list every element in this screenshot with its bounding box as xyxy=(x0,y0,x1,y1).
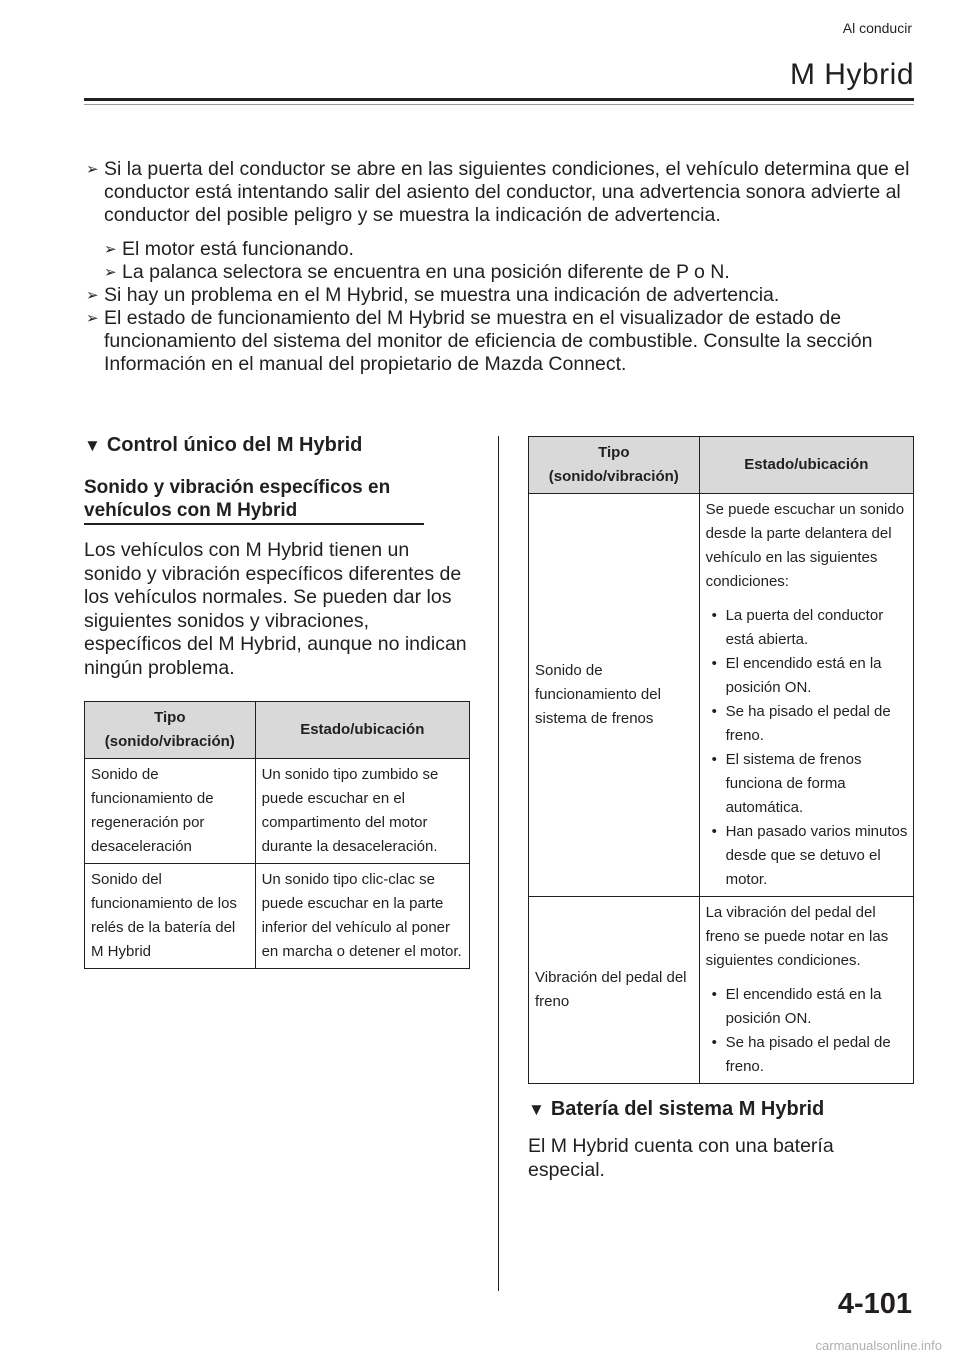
cell-type: Sonido de funcionamiento del sistema de frenos xyxy=(529,494,700,897)
page-number: 4-101 xyxy=(837,1288,912,1320)
header-rule-thin xyxy=(84,104,914,105)
arrow-bullet-icon: ➢ xyxy=(86,310,99,327)
battery-paragraph: El M Hybrid cuenta con una batería especial. xyxy=(528,1135,834,1181)
list-item: • Se ha pisado el pedal de freno. xyxy=(706,700,911,748)
arrow-bullet-icon: ➢ xyxy=(104,241,117,258)
subheading-sound-vibration: Sonido y vibración específicos en vehículos con M Hybrid xyxy=(84,476,424,525)
arrow-bullet-icon: ➢ xyxy=(86,161,99,178)
list-item: • Se ha pisado el pedal de freno. xyxy=(706,1031,911,1079)
condition-list xyxy=(706,604,911,892)
dot-bullet-icon: • xyxy=(711,986,717,1003)
sub-bullet-item: ➢ El motor está funcionando. xyxy=(104,238,354,260)
dot-bullet-icon: • xyxy=(711,1034,717,1051)
table-row xyxy=(85,758,470,863)
column-header-status: Estado/ubicación xyxy=(699,437,913,494)
bullet-item: ➢ El estado de funcionamiento del M Hybrid se muestra en el visualizador de estado de funcionamiento del sistema del monitor de eficiencia de combustible. Consulte la sección Información en el manual del propietario de Mazda Connect. xyxy=(86,307,873,375)
table-header-row xyxy=(529,437,914,494)
arrow-bullet-icon: ➢ xyxy=(86,287,99,304)
cell-status: Un sonido tipo zumbido se puede escuchar en el compartimento del motor durante la desaceleración. xyxy=(255,758,469,863)
header-section-label: Al conducir xyxy=(842,20,912,36)
dot-bullet-icon: • xyxy=(711,703,717,720)
cell-type: Vibración del pedal del freno xyxy=(529,897,700,1084)
list-item: • El encendido está en la posición ON. xyxy=(706,652,911,700)
cell-type: Sonido del funcionamiento de los relés de la batería del M Hybrid xyxy=(85,863,256,968)
list-item: • El sistema de frenos funciona de forma automática. xyxy=(706,748,911,820)
sound-table-right xyxy=(528,436,914,1084)
cell-type: Sonido de funcionamiento de regeneración por desaceleración xyxy=(85,758,256,863)
dot-bullet-icon: • xyxy=(711,823,717,840)
intro-bullets xyxy=(84,158,924,376)
list-item: • El encendido está en la posición ON. xyxy=(706,983,911,1031)
watermark: carmanualsonline.info xyxy=(815,1338,942,1353)
section-heading-battery: ▼ Batería del sistema M Hybrid xyxy=(528,1098,825,1120)
section-heading-control: ▼ Control único del M Hybrid xyxy=(84,434,363,456)
sound-table-left xyxy=(84,701,470,969)
column-divider xyxy=(498,436,499,1291)
triangle-down-icon: ▼ xyxy=(528,1100,545,1119)
arrow-bullet-icon: ➢ xyxy=(104,264,117,281)
cell-status xyxy=(699,897,913,1084)
cell-status-text: La vibración del pedal del freno se puede notar en las siguientes condiciones. xyxy=(705,904,889,969)
column-header-status: Estado/ubicación xyxy=(255,701,469,758)
list-item: • Han pasado varios minutos desde que se detuvo el motor. xyxy=(706,820,911,892)
bullet-item: ➢ Si hay un problema en el M Hybrid, se muestra una indicación de advertencia. xyxy=(86,284,780,306)
dot-bullet-icon: • xyxy=(711,655,717,672)
left-column xyxy=(84,432,470,969)
dot-bullet-icon: • xyxy=(711,751,717,768)
section-paragraph: Los vehículos con M Hybrid tienen un sonido y vibración específicos diferentes de los vehículos normales. Se pueden dar los siguientes sonidos y vibraciones, específicos del M Hybrid, aunque no indican ningún problema. xyxy=(84,539,467,679)
bullet-item: ➢ Si la puerta del conductor se abre en las siguientes condiciones, el vehículo determina que el conductor está intentando salir del asiento del conductor, una advertencia sonora advierte al conductor del posible peligro y se muestra la indicación de advertencia. xyxy=(86,158,910,226)
header-rule xyxy=(84,98,914,101)
right-column xyxy=(528,436,914,1182)
cell-status-text: Se puede escuchar un sonido desde la parte delantera del vehículo en las siguientes condiciones: xyxy=(705,501,905,590)
cell-status: Un sonido tipo clic-clac se puede escuchar en la parte inferior del vehículo al poner en marcha o detener el motor. xyxy=(255,863,469,968)
column-header-type: Tipo (sonido/vibración) xyxy=(529,437,700,494)
triangle-down-icon: ▼ xyxy=(84,436,101,455)
table-row xyxy=(529,494,914,897)
sub-bullet-item: ➢ La palanca selectora se encuentra en una posición diferente de P o N. xyxy=(104,261,730,283)
list-item: • La puerta del conductor está abierta. xyxy=(706,604,911,652)
table-row xyxy=(529,897,914,1084)
table-header-row xyxy=(85,701,470,758)
column-header-type: Tipo (sonido/vibración) xyxy=(85,701,256,758)
dot-bullet-icon: • xyxy=(711,607,717,624)
condition-list xyxy=(706,983,911,1079)
page-title: M Hybrid xyxy=(789,58,914,91)
cell-status xyxy=(699,494,913,897)
table-row xyxy=(85,863,470,968)
